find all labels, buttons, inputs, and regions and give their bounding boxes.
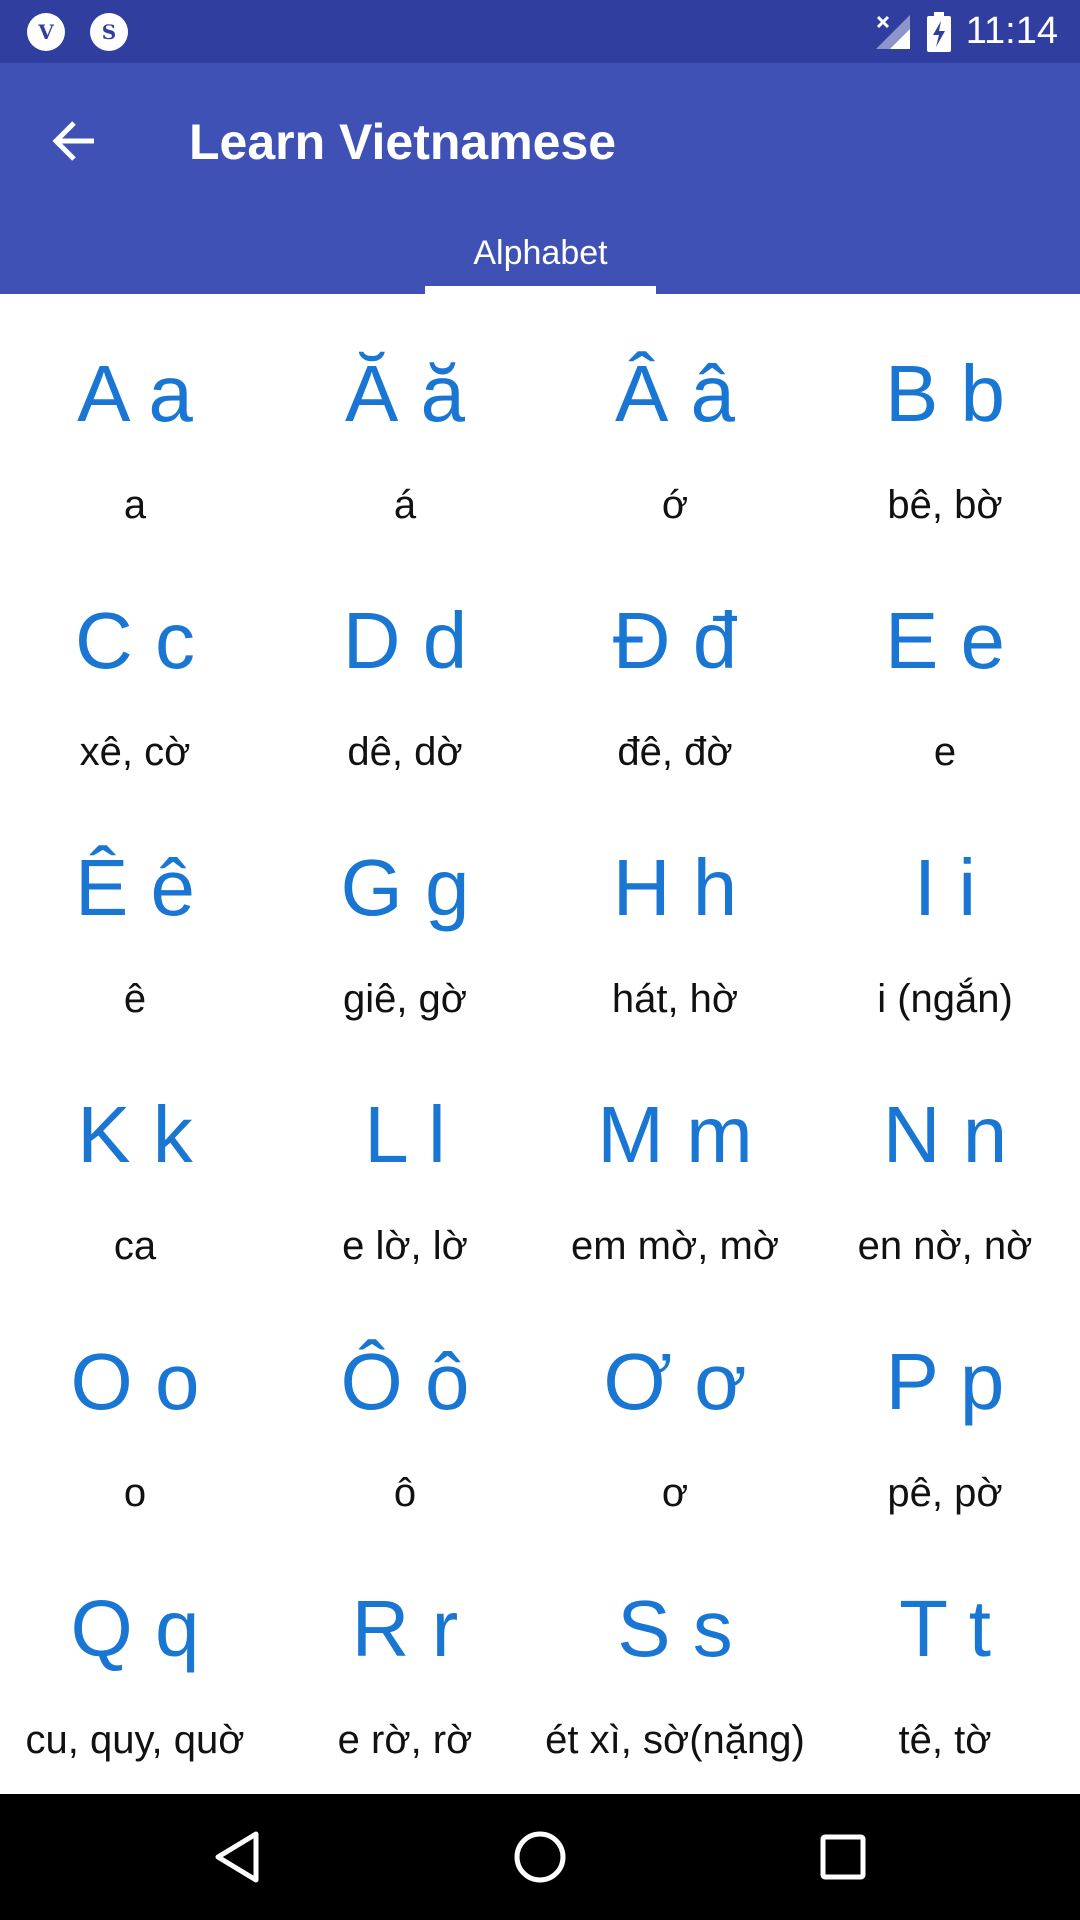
arrow-back-icon [50, 117, 98, 165]
alphabet-letter: R r [351, 1584, 459, 1673]
letter-pronunciation: hát, hờ [611, 977, 739, 1021]
alphabet-cell[interactable] [810, 1529, 1080, 1776]
alphabet-cell[interactable] [0, 294, 270, 541]
alphabet-cell[interactable] [540, 1282, 810, 1529]
alphabet-letter: Ă ă [344, 349, 466, 438]
alphabet-cell[interactable] [540, 1035, 810, 1282]
letter-pronunciation: i (ngắn) [877, 977, 1013, 1021]
nav-home-button[interactable] [500, 1817, 580, 1897]
tab-selected-indicator [425, 286, 656, 294]
alphabet-cell[interactable] [270, 1529, 540, 1776]
alphabet-letter: D d [342, 596, 468, 685]
letter-pronunciation: ét xì, sờ(nặng) [545, 1718, 805, 1762]
tab-alphabet[interactable] [425, 228, 656, 294]
alphabet-letter: Ô ô [340, 1337, 470, 1426]
alphabet-letter: B b [884, 349, 1006, 438]
signal-no-sim-icon [874, 13, 912, 51]
alphabet-letter: O o [70, 1337, 200, 1426]
status-clock: 11:14 [965, 10, 1058, 52]
alphabet-letter: Đ đ [612, 596, 738, 685]
nav-back-triangle-icon [212, 1830, 262, 1884]
status-indicators [874, 0, 1058, 63]
tab-alphabet-label: Alphabet [473, 234, 608, 272]
nav-recents-button[interactable] [803, 1817, 883, 1897]
alphabet-letter: K k [77, 1090, 193, 1179]
alphabet-letter: G g [340, 843, 470, 932]
alphabet-letter: Q q [70, 1584, 200, 1673]
alphabet-letter: I i [913, 843, 977, 932]
alphabet-cell[interactable] [810, 1282, 1080, 1529]
alphabet-letter: Ê ê [74, 843, 196, 932]
alphabet-cell[interactable] [270, 788, 540, 1035]
alphabet-letter: M m [597, 1090, 753, 1179]
app-title: Learn Vietnamese [189, 114, 617, 170]
letter-pronunciation: đê, đờ [617, 730, 733, 774]
navigation-bar [0, 1794, 1080, 1920]
alphabet-letter: P p [885, 1337, 1005, 1426]
alphabet-cell[interactable] [810, 541, 1080, 788]
alphabet-cell[interactable] [540, 788, 810, 1035]
status-bar [0, 0, 1080, 63]
alphabet-letter: C c [75, 596, 195, 685]
alphabet-letter: H h [612, 843, 738, 932]
alphabet-letter: L l [364, 1090, 446, 1179]
letter-pronunciation: em mờ, mờ [570, 1224, 779, 1268]
alphabet-cell[interactable] [270, 1035, 540, 1282]
back-button[interactable] [38, 105, 110, 177]
letter-pronunciation: bê, bờ [887, 483, 1003, 527]
alphabet-cell[interactable] [810, 294, 1080, 541]
alphabet-cell[interactable] [270, 294, 540, 541]
letter-pronunciation: giê, gờ [342, 977, 468, 1021]
letter-pronunciation: xê, cờ [79, 730, 191, 774]
nav-home-circle-icon [513, 1830, 567, 1884]
alphabet-letter: E e [884, 596, 1006, 685]
alphabet-cell[interactable] [540, 294, 810, 541]
letter-pronunciation: ớ [661, 483, 689, 527]
letter-pronunciation: a [123, 483, 147, 527]
letter-pronunciation: dê, dờ [347, 730, 463, 774]
alphabet-letter: Â â [614, 349, 736, 438]
s-app-notification-icon: S [90, 13, 128, 51]
letter-pronunciation: tê, tờ [898, 1718, 992, 1762]
nav-recents-square-icon [820, 1834, 866, 1880]
alphabet-cell[interactable] [540, 1529, 810, 1776]
alphabet-cell[interactable] [270, 541, 540, 788]
alphabet-cell[interactable] [0, 788, 270, 1035]
letter-pronunciation: pê, pờ [887, 1471, 1003, 1515]
alphabet-grid [0, 294, 1080, 1794]
alphabet-letter: N n [882, 1090, 1008, 1179]
letter-pronunciation: e [933, 730, 957, 774]
alphabet-cell[interactable] [0, 541, 270, 788]
alphabet-cell[interactable] [810, 788, 1080, 1035]
alphabet-letter: Ơ ơ [603, 1337, 747, 1426]
letter-pronunciation: á [393, 483, 417, 527]
letter-pronunciation: en nờ, nờ [857, 1224, 1033, 1268]
alphabet-letter: S s [617, 1584, 733, 1673]
letter-pronunciation: ô [393, 1471, 417, 1515]
alphabet-cell[interactable] [0, 1529, 270, 1776]
letter-pronunciation: ca [113, 1224, 157, 1268]
nav-back-button[interactable] [197, 1817, 277, 1897]
battery-charging-icon [926, 12, 952, 52]
letter-pronunciation: o [123, 1471, 147, 1515]
alphabet-letter: T t [899, 1584, 991, 1673]
alphabet-cell[interactable] [0, 1282, 270, 1529]
letter-pronunciation: cu, quy, quờ [25, 1718, 245, 1762]
letter-pronunciation: ơ [661, 1471, 689, 1515]
letter-pronunciation: e rờ, rờ [337, 1718, 473, 1762]
app-bar [0, 63, 1080, 294]
letter-pronunciation: ê [123, 977, 147, 1021]
alphabet-letter: A a [77, 349, 193, 438]
alphabet-cell[interactable] [540, 541, 810, 788]
vietnamese-app-notification-icon: V [27, 13, 65, 51]
alphabet-cell[interactable] [0, 1035, 270, 1282]
letter-pronunciation: e lờ, lờ [342, 1224, 468, 1268]
alphabet-cell[interactable] [270, 1282, 540, 1529]
alphabet-cell[interactable] [810, 1035, 1080, 1282]
